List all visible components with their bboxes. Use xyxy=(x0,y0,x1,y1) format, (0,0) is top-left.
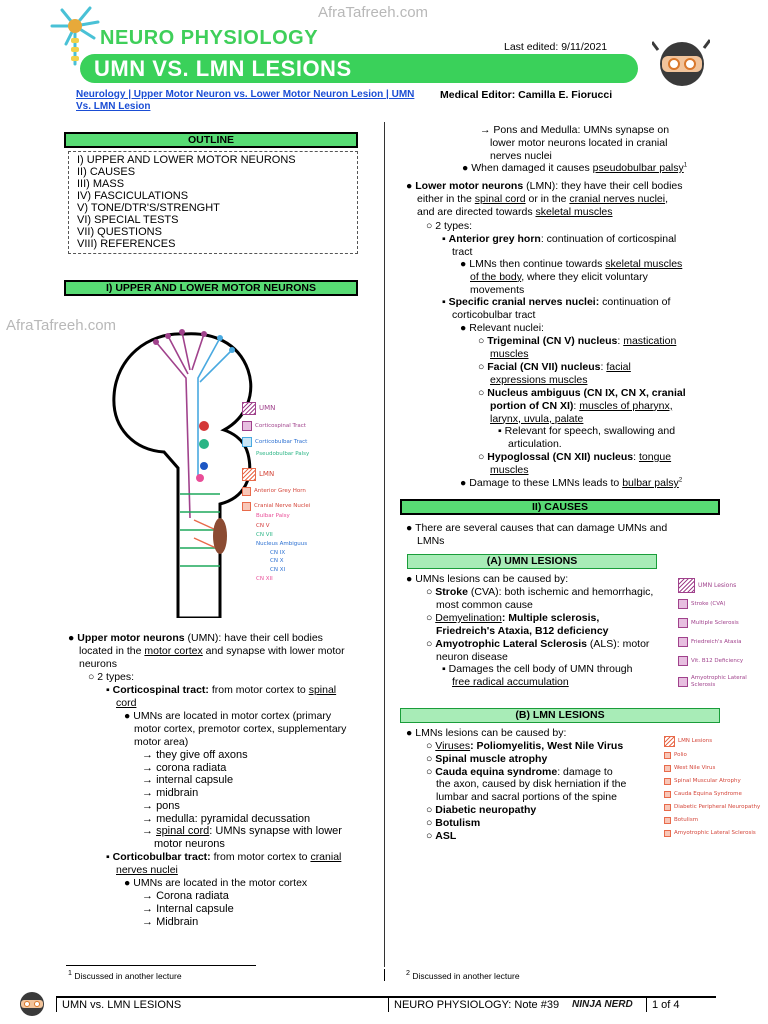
ambiguus-relevance: ▪ Relevant for speech, swallowing and articulation. xyxy=(498,425,676,450)
diagram-legend xyxy=(242,402,342,582)
legend-corticospinal: Corticospinal Tract xyxy=(242,421,342,431)
legend-swatch-icon xyxy=(678,656,688,666)
lmn-legend-item: Cauda Equina Syndrome xyxy=(664,791,760,798)
legend-swatch-icon xyxy=(664,817,671,824)
trigeminal-nucleus: ○ Trigeminal (CN V) nucleus: mastication muscles xyxy=(478,335,677,360)
legend-cn7: CN VII xyxy=(256,532,273,539)
umn-lesion-swatch-icon xyxy=(678,578,695,593)
umn-legend-title: UMN Lesions xyxy=(678,578,758,593)
lmn-legend-title: LMN Lesions xyxy=(664,736,760,747)
outline-item[interactable]: II) CAUSES xyxy=(77,166,136,178)
legend-swatch-icon xyxy=(664,765,671,772)
demyelination-cause: ○ Demyelination: Multiple sclerosis, Friedreich's Ataxia, B12 deficiency xyxy=(426,612,609,637)
umn-lesion-legend xyxy=(678,578,758,688)
footnote-left: $^1$ Discussed in another lecture xyxy=(68,969,182,981)
footer-left: UMN vs. LMN LESIONS xyxy=(62,999,182,1011)
outline-heading: OUTLINE xyxy=(64,132,358,148)
als-cause: ○ Amyotrophic Lateral Sclerosis (ALS): motor neuron disease xyxy=(426,638,650,663)
legend-swatch-icon xyxy=(678,599,688,609)
lmn-legend-item: West Nile Virus xyxy=(664,765,760,772)
umn-swatch-icon xyxy=(242,402,256,415)
corticobulbar-swatch-icon xyxy=(242,437,252,447)
ninja-mascot-icon xyxy=(652,36,710,88)
lmn-lesions-heading: (B) LMN LESIONS xyxy=(400,708,720,723)
pseudobulbar-note: ● When damaged it causes pseudobulbar palsy$^1$ xyxy=(462,162,688,174)
column-divider xyxy=(384,122,385,967)
causes-heading: II) CAUSES xyxy=(400,499,720,515)
outline-item[interactable]: IV) FASCICULATIONS xyxy=(77,190,189,202)
legend-swatch-icon xyxy=(664,778,671,785)
legend-corticobulbar: Corticobulbar Tract xyxy=(242,437,342,447)
anterior-horn-swatch-icon xyxy=(242,487,251,496)
outline-item[interactable]: VII) QUESTIONS xyxy=(77,226,162,238)
legend-cn9: CN IX xyxy=(270,549,286,556)
lmn-legend-item: Diabetic Peripheral Neuropathy xyxy=(664,804,760,811)
lmn-legend-item: Amyotrophic Lateral Sclerosis xyxy=(664,830,760,837)
brain-motor-pathway-diagram xyxy=(108,318,258,618)
watermark-top: AfraTafreeh.com xyxy=(318,4,429,21)
nucleus-ambiguus: ○ Nucleus ambiguus (CN IX, CN X, cranial portion of CN XI): muscles of pharynx, larynx, uvula, palate xyxy=(478,387,686,425)
footer-right: NEURO PHYSIOLOGY: Note #39 xyxy=(394,999,560,1011)
video-link[interactable]: Neurology | Upper Motor Neuron vs. Lower Motor Neuron Lesion | UMN Vs. LMN Lesion xyxy=(76,89,415,113)
footer-brand: NINJA NERD xyxy=(572,999,633,1010)
lmn-swatch-icon xyxy=(242,468,256,481)
corticobulbar-tract: ▪ Corticobulbar tract: from motor cortex to cranial nerves nuclei xyxy=(106,851,342,876)
umn-legend-item: Friedreich's Ataxia xyxy=(678,637,758,647)
umn-legend-item: Multiple Sclerosis xyxy=(678,618,758,628)
hypoglossal-nucleus: ○ Hypoglossal (CN XII) nucleus: tongue muscles xyxy=(478,451,672,476)
section1-heading: I) UPPER AND LOWER MOTOR NEURONS xyxy=(64,280,358,296)
umn-two-types: ○ 2 types: xyxy=(88,671,135,683)
lecture-title: UMN VS. LMN LESIONS xyxy=(80,54,638,83)
outline-item[interactable]: III) MASS xyxy=(77,178,125,190)
corticobulbar-location: ● UMNs are located in the motor cortex xyxy=(124,877,308,889)
watermark-left: AfraTafreeh.com xyxy=(6,317,117,334)
diabetic-cause: ○ Diabetic neuropathy xyxy=(426,803,537,816)
legend-pseudobulbar: Pseudobulbar Palsy xyxy=(256,451,310,457)
viruses-cause: ○ Viruses: Poliomyelitis, West Nile Virus xyxy=(426,740,624,752)
asl-cause: ○ ASL xyxy=(426,829,457,842)
facial-nucleus: ○ Facial (CN VII) nucleus: facial expressions muscles xyxy=(478,361,631,386)
corticobulbar-path: → Corona radiata → Internal capsule → Midbrain xyxy=(142,890,234,928)
lmn-legend-item: Spinal Muscular Atrophy xyxy=(664,778,760,785)
anterior-grey-horn: ▪ Anterior grey horn: continuation of corticospinal tract xyxy=(442,233,677,258)
legend-swatch-icon xyxy=(664,752,671,759)
ninja-footer-icon xyxy=(14,988,50,1018)
agh-continuation: ● LMNs then continue towards skeletal muscles of the body, where they elicit voluntary movements xyxy=(460,258,683,296)
legend-swatch-icon xyxy=(678,637,688,647)
bulbar-palsy-note: ● Damage to these LMNs leads to bulbar palsy$^2$ xyxy=(460,477,683,489)
footer-tick-right xyxy=(646,998,647,1012)
umn-legend-item: Stroke (CVA) xyxy=(678,599,758,609)
lmn-two-types: ○ 2 types: xyxy=(426,220,473,232)
footer-tick-left xyxy=(56,998,57,1012)
legend-cn12: CN XII xyxy=(256,575,273,582)
legend-umn: UMN xyxy=(242,402,342,415)
als-mechanism: ▪ Damages the cell body of UMN through free radical accumulation xyxy=(442,663,633,688)
stroke-cause: ○ Stroke (CVA): both ischemic and hemorrhagic, most common cause xyxy=(426,586,654,611)
footnote-right: $^2$ Discussed in another lecture xyxy=(406,969,520,981)
footer-tick-mid xyxy=(388,998,389,1012)
lmn-legend-item: Botulism xyxy=(664,817,760,824)
lmn-lesions-intro: ● LMNs lesions can be caused by: xyxy=(406,727,567,739)
umn-lesions-heading: (A) UMN LESIONS xyxy=(407,554,657,569)
outline-list xyxy=(68,151,358,254)
legend-swatch-icon xyxy=(678,677,688,687)
medical-editor: Medical Editor: Camilla E. Fiorucci xyxy=(440,89,613,101)
outline-item[interactable]: VIII) REFERENCES xyxy=(77,238,176,250)
course-title: NEURO PHYSIOLOGY xyxy=(100,27,319,49)
sma-cause: ○ Spinal muscle atrophy xyxy=(426,752,548,765)
lmn-legend-item: Polio xyxy=(664,752,760,759)
footnote-divider xyxy=(384,969,385,981)
pons-medulla: → Pons and Medulla: UMNs synapse on lower motor neurons located in cranial nerves nuclei xyxy=(480,124,670,162)
outline-item[interactable]: VI) SPECIAL TESTS xyxy=(77,214,179,226)
legend-swatch-icon xyxy=(678,618,688,628)
lmn-causes-list: ○ Viruses: Poliomyelitis, West Nile Virus ○ Spinal muscle atrophy ○ Cauda equina syndrome: damage to the axon, caused by disk herniation if the lumbar and sacral portions of the spine ○ Diabetic neuropathy ○ Botulism ○ ASL xyxy=(426,740,666,842)
relevant-nuclei: ● Relevant nuclei: xyxy=(460,322,544,334)
cranial-nuclei-swatch-icon xyxy=(242,502,251,511)
umn-lesions-intro: ● UMNs lesions can be caused by: xyxy=(406,573,569,585)
outline-item[interactable]: I) UPPER AND LOWER MOTOR NEURONS xyxy=(77,154,296,166)
botulism-cause: ○ Botulism xyxy=(426,816,481,829)
footer-rule xyxy=(56,996,716,998)
specific-cranial-nuclei: ▪ Specific cranial nerves nuclei: continuation of corticobulbar tract xyxy=(442,296,671,321)
corticospinal-tract: ▪ Corticospinal tract: from motor cortex to spinal cord xyxy=(106,684,337,709)
cauda-equina-cause: ○ Cauda equina syndrome: damage to xyxy=(426,765,613,778)
last-edited: Last edited: 9/11/2021 xyxy=(504,41,608,53)
umn-description: ● Upper motor neurons (UMN): have their cell bodies located in the motor cortex and synapse with lower motor neurons xyxy=(68,632,345,670)
corticospinal-location: ● UMNs are located in motor cortex (primary motor cortex, premotor cortex, supplementary motor area) xyxy=(124,710,347,748)
lmn-description: ● Lower motor neurons (LMN): they have their cell bodies either in the spinal cord or in the cranial nerves nuclei, and are directed towards skeletal muscles xyxy=(406,180,683,218)
legend-swatch-icon xyxy=(664,830,671,837)
legend-cranial-nuclei: Cranial Nerve Nuclei xyxy=(242,502,342,511)
legend-cn11: CN XI xyxy=(270,566,286,573)
legend-swatch-icon xyxy=(664,804,671,811)
lmn-lesion-legend xyxy=(664,736,760,837)
legend-bulbar: Bulbar Palsy xyxy=(256,512,290,519)
corticospinal-swatch-icon xyxy=(242,421,252,431)
legend-swatch-icon xyxy=(664,791,671,798)
legend-anterior-horn: Anterior Grey Horn xyxy=(242,487,342,496)
umn-legend-item: Amyotrophic Lateral Sclerosis xyxy=(678,675,758,688)
legend-cn10: CN X xyxy=(270,558,284,565)
corticospinal-path: → they give off axons → corona radiata → internal capsule → midbrain → pons → medulla: pyramidal decussation → spinal cord: UMNs synapse with lower motor neurons xyxy=(142,749,342,850)
legend-lmn: LMN xyxy=(242,468,342,481)
umn-legend-item: Vit. B12 Deficiency xyxy=(678,656,758,666)
legend-ambiguus: Nucleus Ambiguus xyxy=(256,540,308,547)
page-number: 1 of 4 xyxy=(652,999,680,1011)
causes-intro: ● There are several causes that can damage UMNs and LMNs xyxy=(406,522,668,547)
legend-cn5: CN V xyxy=(256,523,270,530)
outline-item[interactable]: V) TONE/DTR'S/STRENGHT xyxy=(77,202,220,214)
footnote-rule-left xyxy=(66,965,256,966)
lmn-lesion-swatch-icon xyxy=(664,736,675,747)
